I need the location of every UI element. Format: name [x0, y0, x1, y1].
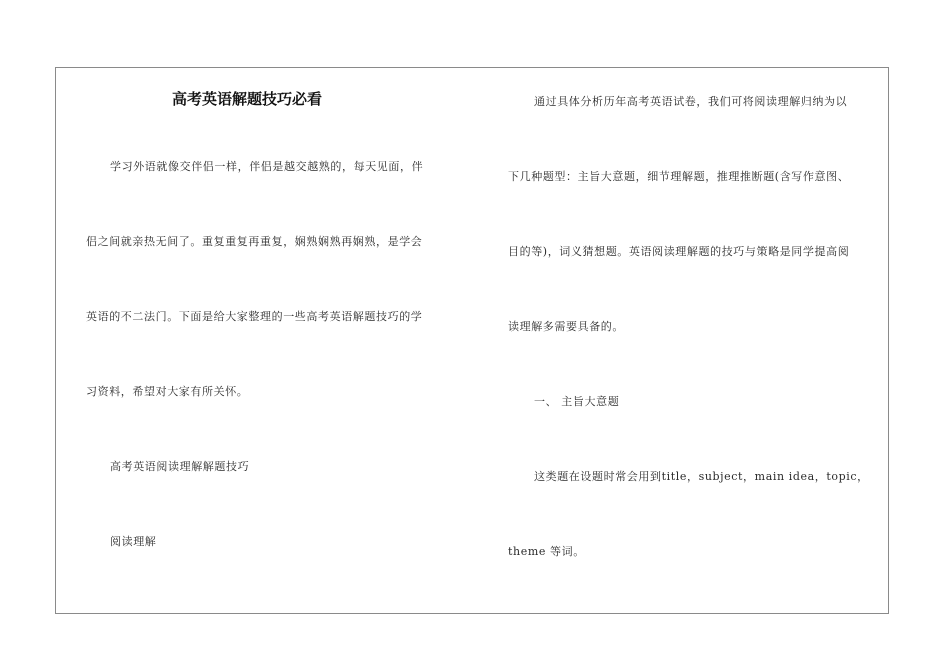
paragraph-line-2: 下几种题型：主旨大意题，细节理解题，推理推断题(含写作意图、	[508, 170, 850, 183]
paragraph-line-1: 通过具体分析历年高考英语试卷，我们可将阅读理解归纳为以	[534, 95, 848, 108]
intro-line-2: 侣之间就亲热无间了。重复重复再重复，娴熟娴熟再娴熟，是学会	[86, 235, 423, 248]
intro-line-4: 习资料，希望对大家有所关怀。	[86, 385, 249, 398]
item-heading: 一、 主旨大意题	[534, 395, 620, 408]
item-line-2: theme 等词。	[508, 545, 585, 558]
paragraph-line-4: 读理解多需要具备的。	[508, 320, 624, 333]
intro-line-1: 学习外语就像交伴侣一样，伴侣是越交越熟的，每天见面，伴	[110, 160, 424, 173]
page-frame	[55, 67, 889, 614]
section-heading: 高考英语阅读理解解题技巧	[110, 460, 250, 473]
document-title: 高考英语解题技巧必看	[172, 90, 323, 108]
subsection-heading: 阅读理解	[110, 535, 157, 548]
paragraph-line-3: 目的等)，词义猜想题。英语阅读理解题的技巧与策略是同学提高阅	[508, 245, 850, 258]
item-line-1: 这类题在设题时常会用到title，subject，main idea，topic，	[534, 470, 869, 483]
intro-line-3: 英语的不二法门。下面是给大家整理的一些高考英语解题技巧的学	[86, 310, 423, 323]
